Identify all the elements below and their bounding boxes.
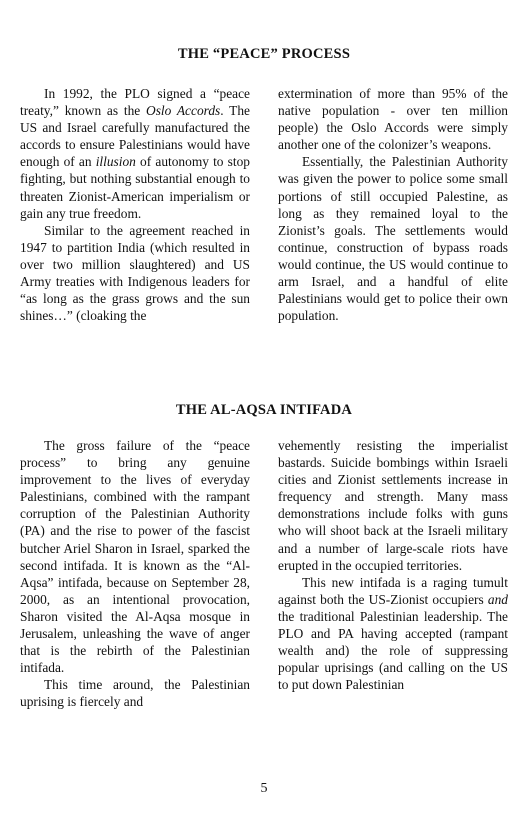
paragraph: Essentially, the Palestinian Authority was given the power to police some small portions of still occupied Palestine, as long as they remained loyal to the Zionist’s goals. The settlements would continue, construction of bypass roads would continue, the US would continue to arm Israel, and a handful of elite Palestinians would get to police their own population. bbox=[278, 154, 508, 324]
paragraph: This time around, the Palestinian uprising is fiercely and bbox=[20, 677, 250, 710]
section-heading-al-aqsa-intifada: THE AL-AQSA INTIFADA bbox=[175, 402, 353, 418]
section2-right-paragraphs bbox=[278, 574, 508, 694]
section1-right-paragraphs bbox=[278, 153, 508, 324]
paragraph: This new intifada is a raging tumult against both the US-Zionist occupiers and the traditional Palestinian leadership. The PLO and PA having accepted (rampant wealth and) the role of suppressing popular uprisings (and calling on the US to put down Palestinian bbox=[278, 574, 508, 693]
emphasis: and bbox=[487, 591, 508, 607]
section1-left-column bbox=[20, 85, 250, 324]
section2-left-column bbox=[20, 437, 250, 711]
paragraph: In 1992, the PLO signed a “peace treaty,” known as the Oslo Accords. The US and Israel carefully manufactured the accords to ensure Palestinians would have enough of an illusion of autonomy to stop fighting, but nothing substantial enough to threaten Zionist-American imperialism or gain any true freedom. bbox=[20, 86, 250, 221]
section1-continued-paragraph: extermination of more than 95% of the native population - over ten million people) the Oslo Accords were simply another one of the colonizer’s weapons. bbox=[278, 86, 508, 153]
emphasis: Oslo Accords bbox=[146, 103, 221, 119]
paragraph: The gross failure of the “peace process” to bring any genuine improvement to the lives of everyday Palestinians, combined with the rampant corruption of the Palestinian Authority (PA) and the rise to power of the fascist butcher Ariel Sharon in Israel, sparked the second intifada. It is known as the “Al-Aqsa” intifada, because on September 28, 2000, as an intentional provocation, Sharon visited the Al-Aqsa mosque in Jerusalem, unleashing the wave of anger that is the rebirth of the Palestinian intifada. bbox=[20, 438, 250, 676]
section-heading-peace-process: THE “PEACE” PROCESS bbox=[177, 46, 351, 62]
section2-continued-paragraph: vehemently resisting the imperialist bastards. Suicide bombings within Israeli cities and Zionist settlements increase in frequency and strength. Many mass demonstrations include folks with guns who will shoot back at the Israeli military and a number of large-scale riots have erupted in the occupied territories. bbox=[278, 438, 508, 573]
section2-right-column bbox=[278, 437, 508, 693]
emphasis: illusion bbox=[95, 154, 136, 170]
page-number: 5 bbox=[260, 781, 268, 796]
section1-right-column bbox=[278, 85, 508, 324]
paragraph: Similar to the agreement reached in 1947 to partition India (which resulted in over two million slaughtered) and US Army treaties with Indigenous leaders for “as long as the grass grows and the sun shines…” (cloaking the bbox=[20, 222, 250, 324]
